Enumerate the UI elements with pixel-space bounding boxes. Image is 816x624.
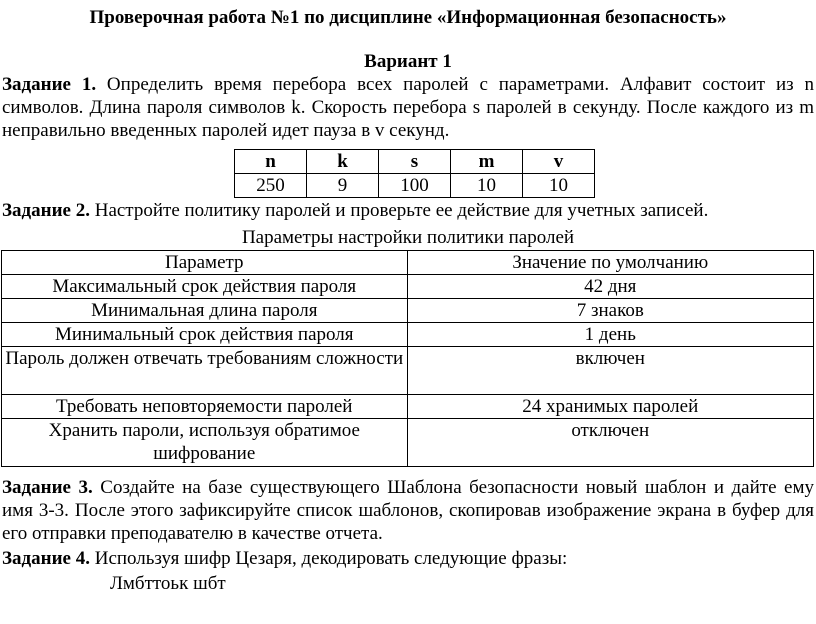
policy-parameter-cell: Хранить пароли, используя обратимое шифрование	[2, 419, 408, 467]
task-3-text: Создайте на базе существующего Шаблона безопасности новый шаблон и дайте ему имя 3-3. После этого зафиксируйте список шаблонов, скопировав изображение экрана в буфер для его отправки преподавателю в качестве отчета.	[2, 477, 815, 544]
policy-value-cell: отключен	[407, 419, 813, 467]
policy-parameter-cell: Максимальный срок действия пароля	[2, 275, 408, 299]
task-1-text: Определить время перебора всех паролей с параметрами. Алфавит состоит из n символов. Длина пароля символов k. Скорость перебора s паролей в секунду. После каждого из m неправильно введенных паролей идет пауза в v секунд.	[2, 74, 814, 141]
table-row	[2, 347, 814, 395]
task-2-text: Настройте политику паролей и проверьте ее действие для учетных записей.	[89, 200, 709, 221]
value-cell-m: 10	[451, 174, 523, 198]
parameters-table	[234, 149, 595, 198]
table-row	[2, 419, 814, 467]
value-cell-v: 10	[523, 174, 595, 198]
policy-header-default: Значение по умолчанию	[407, 251, 813, 275]
policy-value-cell: включен	[407, 347, 813, 395]
policy-parameter-cell: Минимальная длина пароля	[2, 299, 408, 323]
header-cell-v: v	[523, 150, 595, 174]
table-row	[2, 299, 814, 323]
task-4-label: Задание 4.	[2, 548, 90, 569]
task-3	[2, 476, 814, 545]
policy-header-parameter: Параметр	[2, 251, 408, 275]
variant-heading: Вариант 1	[364, 51, 452, 72]
parameters-value-row	[235, 174, 595, 198]
table-row	[2, 323, 814, 347]
task-1-label: Задание 1.	[2, 74, 97, 95]
value-cell-s: 100	[379, 174, 451, 198]
policy-value-cell: 7 знаков	[407, 299, 813, 323]
task-2	[2, 199, 814, 222]
task-4-text: Используя шифр Цезаря, декодировать следующие фразы:	[89, 548, 568, 569]
policy-value-cell: 42 дня	[407, 275, 813, 299]
task-4	[2, 547, 814, 570]
policy-parameter-cell: Требовать неповторяемости паролей	[2, 395, 408, 419]
table-row	[2, 395, 814, 419]
policy-value-cell: 1 день	[407, 323, 813, 347]
table-row	[2, 275, 814, 299]
policy-table-caption: Параметры настройки политики паролей	[241, 227, 575, 248]
value-cell-n: 250	[235, 174, 307, 198]
task-3-label: Задание 3.	[2, 477, 93, 498]
policy-header-row	[2, 251, 814, 275]
value-cell-k: 9	[307, 174, 379, 198]
password-policy-table	[1, 250, 814, 467]
header-cell-n: n	[235, 150, 307, 174]
policy-parameter-cell: Минимальный срок действия пароля	[2, 323, 408, 347]
header-cell-s: s	[379, 150, 451, 174]
parameters-header-row	[235, 150, 595, 174]
task-2-label: Задание 2.	[2, 200, 90, 221]
policy-value-cell: 24 хранимых паролей	[407, 395, 813, 419]
task-1	[2, 73, 814, 142]
header-cell-k: k	[307, 150, 379, 174]
document-title: Проверочная работа №1 по дисциплине «Информационная безопасность»	[89, 7, 727, 28]
header-cell-m: m	[451, 150, 523, 174]
policy-parameter-cell: Пароль должен отвечать требованиям сложности	[2, 347, 408, 395]
cipher-phrase: Лмбттоьк шбт	[110, 573, 226, 594]
